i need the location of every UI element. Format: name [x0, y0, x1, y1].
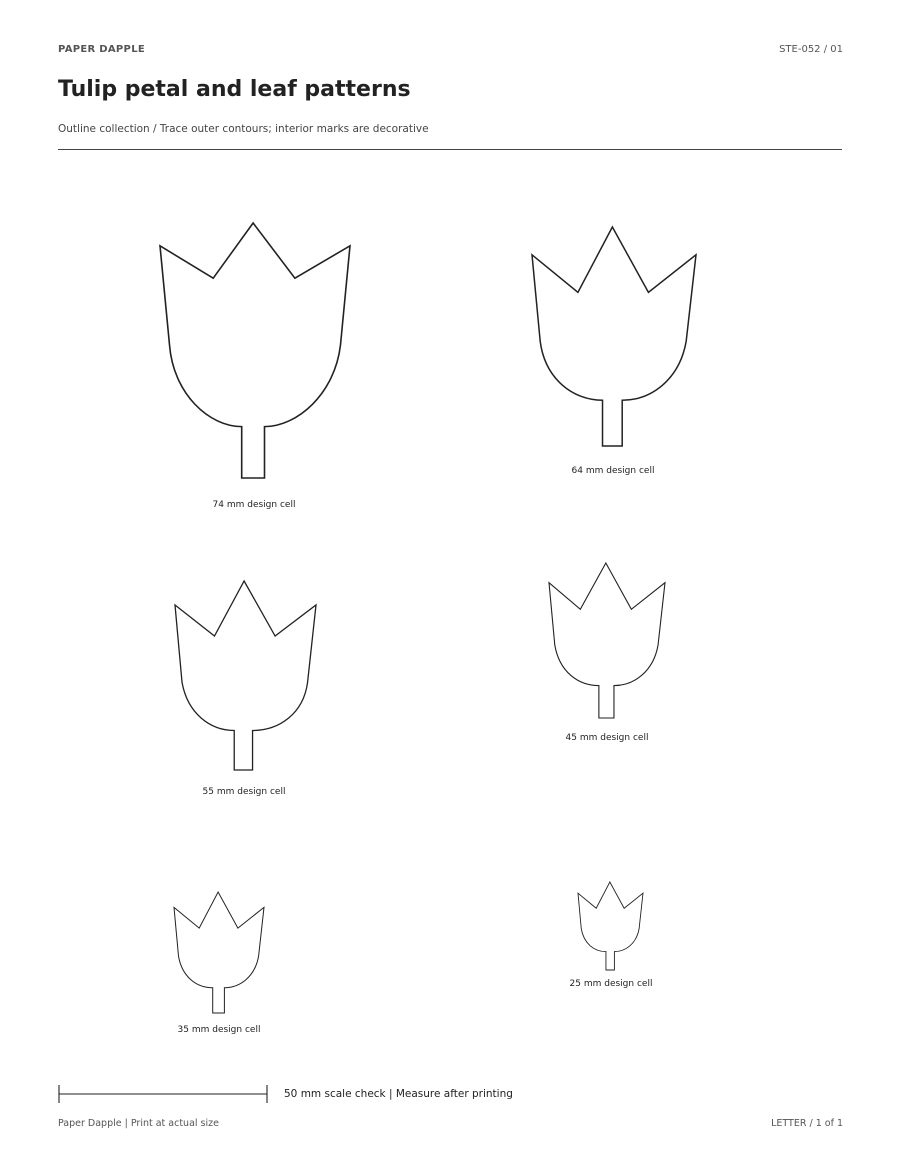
header-divider [58, 149, 842, 150]
tulip-outline-55mm [175, 581, 316, 770]
document-code: STE-052 / 01 [779, 44, 843, 55]
cell-label-45mm: 45 mm design cell [565, 733, 649, 743]
scale-bar [58, 1085, 270, 1105]
cell-label-74mm: 74 mm design cell [212, 500, 296, 510]
cell-label-64mm: 64 mm design cell [571, 466, 655, 476]
brand-name: PAPER DAPPLE [58, 44, 145, 55]
scale-label: 50 mm scale check | Measure after printing [284, 1088, 513, 1100]
tulip-outline-64mm [532, 227, 696, 446]
page-title: Tulip petal and leaf patterns [58, 77, 411, 102]
tulip-outline-74mm [160, 223, 350, 478]
footer-page-info: LETTER / 1 of 1 [771, 1118, 843, 1129]
tulip-outline-35mm [174, 892, 264, 1013]
footer-note: Paper Dapple | Print at actual size [58, 1118, 219, 1129]
cell-label-55mm: 55 mm design cell [202, 787, 286, 797]
tulip-outline-45mm [549, 563, 665, 718]
cell-label-25mm: 25 mm design cell [569, 979, 653, 989]
tulip-outline-25mm [578, 882, 643, 970]
page-subtitle: Outline collection / Trace outer contours; interior marks are decorative [58, 123, 429, 135]
cell-label-35mm: 35 mm design cell [177, 1025, 261, 1035]
